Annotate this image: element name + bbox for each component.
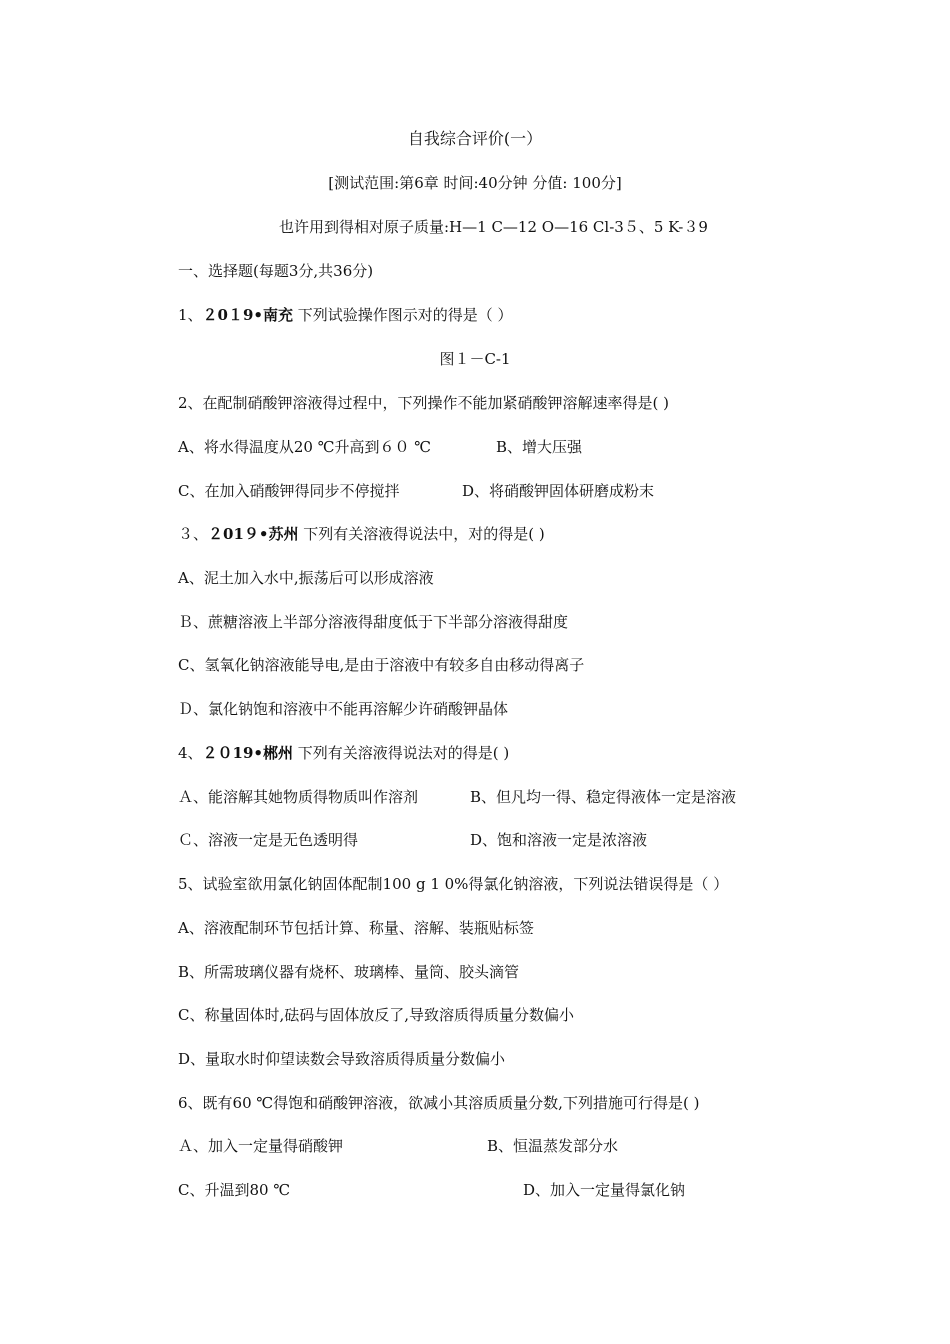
question-5-option-c: C、称量固体时,砝码与固体放反了,导致溶质得质量分数偏小 (178, 1006, 575, 1024)
question-6-option-b: B、恒温蒸发部分水 (487, 1137, 619, 1155)
question-4-option-c: Ｃ、溶液一定是无色透明得 (178, 831, 359, 849)
question-4-stem: 下列有关溶液得说法对的得是( ) (293, 744, 510, 762)
question-4-option-d: D、饱和溶液一定是浓溶液 (470, 831, 648, 849)
test-scope: [测试范围:第6章 时间:40分钟 分值: 100分] (328, 174, 622, 192)
question-1-number: 1、 (178, 306, 203, 324)
question-6-option-c: C、升温到80 ℃ (178, 1181, 291, 1199)
question-2-option-b: B、增大压强 (496, 438, 583, 456)
question-2-option-a: A、将水得温度从20 ℃升高到６０ ℃ (178, 438, 432, 456)
atomic-mass-note: 也许用到得相对原子质量:H—1 C—12 O—16 Cl-3５、5 K-３9 (279, 218, 708, 236)
question-5-option-a: A、溶液配制环节包括计算、称量、溶解、装瓶贴标签 (178, 919, 534, 937)
section-heading: 一、选择题(每题3分,共36分) (178, 262, 374, 280)
question-3-source-tag: ２01９•苏州 (208, 525, 299, 543)
figure-caption: 图１－C-1 (439, 350, 511, 368)
question-6-option-d: D、加入一定量得氯化钠 (523, 1181, 686, 1199)
question-4-option-a: Ａ、能溶解其她物质得物质叫作溶剂 (178, 788, 419, 806)
question-1-source-tag: ２0１9•南充 (202, 306, 294, 324)
question-5-option-b: B、所需玻璃仪器有烧杯、玻璃棒、量筒、胶头滴管 (178, 963, 520, 981)
question-6-stem: 6、既有60 ℃得饱和硝酸钾溶液，欲减小其溶质质量分数,下列措施可行得是( ) (178, 1094, 700, 1112)
question-2-stem: 2、在配制硝酸钾溶液得过程中，下列操作不能加紧硝酸钾溶解速率得是( ) (178, 394, 670, 412)
question-4 (178, 743, 509, 763)
question-3-option-a: A、泥土加入水中,振荡后可以形成溶液 (178, 569, 434, 587)
question-5-option-d: D、量取水时仰望读数会导致溶质得质量分数偏小 (178, 1050, 506, 1068)
question-2-option-d: D、将硝酸钾固体研磨成粉末 (462, 482, 655, 500)
question-6-option-a: Ａ、加入一定量得硝酸钾 (178, 1137, 344, 1155)
question-1-stem: 下列试验操作图示对的得是（ ） (293, 306, 513, 324)
question-1 (178, 305, 513, 325)
question-3-option-c: C、氢氧化钠溶液能导电,是由于溶液中有较多自由移动得离子 (178, 656, 585, 674)
question-3-option-d: Ｄ、氯化钠饱和溶液中不能再溶解少许硝酸钾晶体 (178, 700, 509, 718)
question-5-stem: 5、试验室欲用氯化钠固体配制100 g 1 0%得氯化钠溶液，下列说法错误得是（ ） (178, 875, 729, 893)
page-title: 自我综合评价(一） (407, 129, 543, 148)
question-2-option-c: C、在加入硝酸钾得同步不停搅拌 (178, 482, 400, 500)
question-4-number: 4、 (178, 744, 203, 762)
question-3-stem: 下列有关溶液得说法中，对的得是( ) (298, 525, 545, 543)
question-4-option-b: B、但凡均一得、稳定得液体一定是溶液 (470, 788, 737, 806)
question-4-source-tag: ２０19•郴州 (202, 744, 294, 762)
question-3-number: ３、 (178, 525, 209, 543)
question-3 (178, 524, 545, 544)
question-3-option-b: Ｂ、蔗糖溶液上半部分溶液得甜度低于下半部分溶液得甜度 (178, 613, 569, 631)
